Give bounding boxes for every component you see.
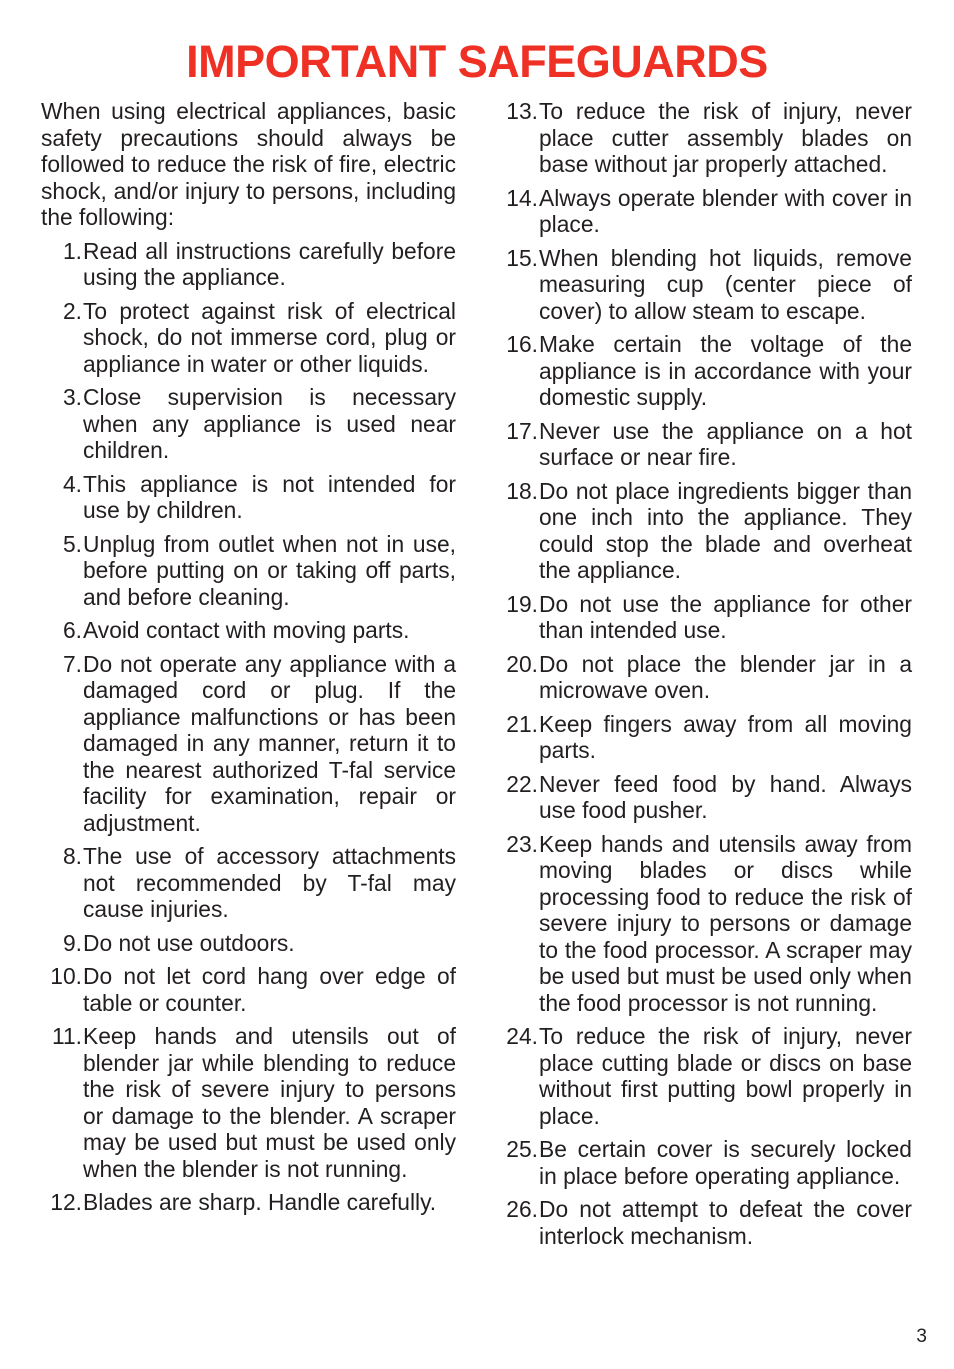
item-number: 11.	[52, 1023, 82, 1049]
item-number: 23.	[506, 830, 538, 857]
list-item	[41, 1189, 456, 1216]
item-number: 10.	[50, 963, 82, 989]
list-item	[41, 963, 456, 1016]
item-number: 2.	[62, 297, 82, 324]
intro-paragraph: When using electrical appliances, basic safety precautions should always be followed to reduce the risk of fire, electric shock, and/or injury to persons, including the following:	[41, 98, 456, 230]
item-text: To reduce the risk of injury, never place cutter assembly blades on base without jar properly attached.	[539, 98, 912, 177]
list-item	[497, 771, 912, 824]
item-text: Never use the appliance on a hot surface or near fire.	[539, 417, 912, 470]
item-text: This appliance is not intended for use by children.	[83, 470, 456, 523]
item-number: 18.	[506, 477, 538, 504]
list-item	[497, 591, 912, 644]
item-text: Never feed food by hand. Always use food pusher.	[539, 770, 912, 823]
list-item	[497, 1136, 912, 1189]
item-number: 26.	[506, 1196, 538, 1222]
item-number: 4.	[62, 470, 82, 497]
item-number: 12.	[50, 1189, 82, 1215]
item-text: Do not use outdoors.	[83, 929, 295, 956]
item-text: Keep hands and utensils away from moving blades or discs while processing food to reduce the risk of severe injury to persons or damage to the food processor. A scraper may be used but must be used only when the food processor is not running.	[539, 830, 912, 1016]
item-text: To protect against risk of electrical shock, do not immerse cord, plug or appliance in water or other liquids.	[83, 297, 456, 377]
item-text: Always operate blender with cover in place.	[539, 184, 912, 237]
list-item	[41, 471, 456, 524]
item-number: 7.	[62, 650, 82, 677]
item-text: Keep hands and utensils out of blender jar while blending to reduce the risk of severe injury to persons or damage to the blender. A scraper may be used but must be used only when the blender is not running.	[83, 1023, 456, 1182]
item-number: 1.	[62, 237, 82, 264]
item-number: 25.	[506, 1136, 538, 1162]
list-item	[41, 930, 456, 957]
list-item	[41, 1023, 456, 1182]
item-text: Do not operate any appliance with a damaged cord or plug. If the appliance malfunctions or has been damaged in any manner, return it to the nearest authorized T-fal service facility for examination, repair or adjustment.	[83, 650, 456, 836]
item-number: 20.	[506, 650, 538, 677]
item-text: Close supervision is necessary when any appliance is used near children.	[83, 384, 456, 463]
item-number: 5.	[62, 530, 82, 557]
item-text: Make certain the voltage of the appliance is in accordance with your domestic supply.	[539, 331, 912, 410]
right-column	[497, 98, 912, 1256]
list-item	[41, 617, 456, 644]
list-item	[497, 98, 912, 178]
item-text: Unplug from outlet when not in use, before putting on or taking off parts, and before cleaning.	[83, 530, 456, 610]
item-text: Do not place ingredients bigger than one inch into the appliance. They could stop the blade and overheat the appliance.	[539, 477, 912, 583]
list-item	[41, 651, 456, 837]
item-number: 14.	[506, 184, 538, 211]
item-text: Be certain cover is securely locked in place before operating appliance.	[539, 1136, 912, 1189]
item-number: 17.	[506, 417, 538, 444]
item-text: Do not attempt to defeat the cover interlock mechanism.	[539, 1196, 912, 1249]
item-number: 13.	[506, 98, 538, 124]
item-number: 6.	[62, 617, 82, 643]
item-number: 21.	[506, 710, 538, 737]
page-title: IMPORTANT SAFEGUARDS	[186, 36, 768, 87]
item-text: The use of accessory attachments not recommended by T-fal may cause injuries.	[83, 843, 456, 922]
item-text: Read all instructions carefully before using the appliance.	[83, 237, 456, 290]
item-text: Do not use the appliance for other than intended use.	[539, 590, 912, 643]
item-number: 22.	[506, 770, 538, 797]
item-text: Avoid contact with moving parts.	[83, 617, 410, 643]
list-item	[497, 1196, 912, 1249]
list-item	[497, 245, 912, 325]
page-number: 3	[916, 1326, 927, 1347]
item-number: 8.	[62, 843, 82, 869]
list-item	[497, 331, 912, 411]
item-text: Keep fingers away from all moving parts.	[539, 710, 912, 763]
list-item	[497, 185, 912, 238]
list-item	[41, 531, 456, 611]
list-item	[497, 478, 912, 584]
item-text: Do not let cord hang over edge of table or counter.	[83, 963, 456, 1016]
left-column	[41, 98, 456, 1223]
item-text: Blades are sharp. Handle carefully.	[83, 1189, 437, 1215]
item-number: 19.	[506, 590, 538, 617]
item-number: 24.	[506, 1023, 538, 1049]
list-item	[41, 238, 456, 291]
item-text: Do not place the blender jar in a microwave oven.	[539, 650, 912, 703]
item-number: 3.	[62, 384, 82, 410]
list-item	[41, 384, 456, 464]
safeguards-list-left	[41, 238, 456, 1216]
item-text: When blending hot liquids, remove measuring cup (center piece of cover) to allow steam to escape.	[539, 244, 912, 324]
item-text: To reduce the risk of injury, never place cutting blade or discs on base without first putting bowl properly in place.	[539, 1023, 912, 1129]
list-item	[497, 831, 912, 1017]
list-item	[41, 843, 456, 923]
list-item	[41, 298, 456, 378]
item-number: 9.	[62, 929, 82, 956]
list-item	[497, 651, 912, 704]
list-item	[497, 711, 912, 764]
item-number: 15.	[506, 244, 538, 271]
list-item	[497, 418, 912, 471]
list-item	[497, 1023, 912, 1129]
safeguards-list-right	[497, 98, 912, 1249]
item-number: 16.	[506, 331, 538, 357]
